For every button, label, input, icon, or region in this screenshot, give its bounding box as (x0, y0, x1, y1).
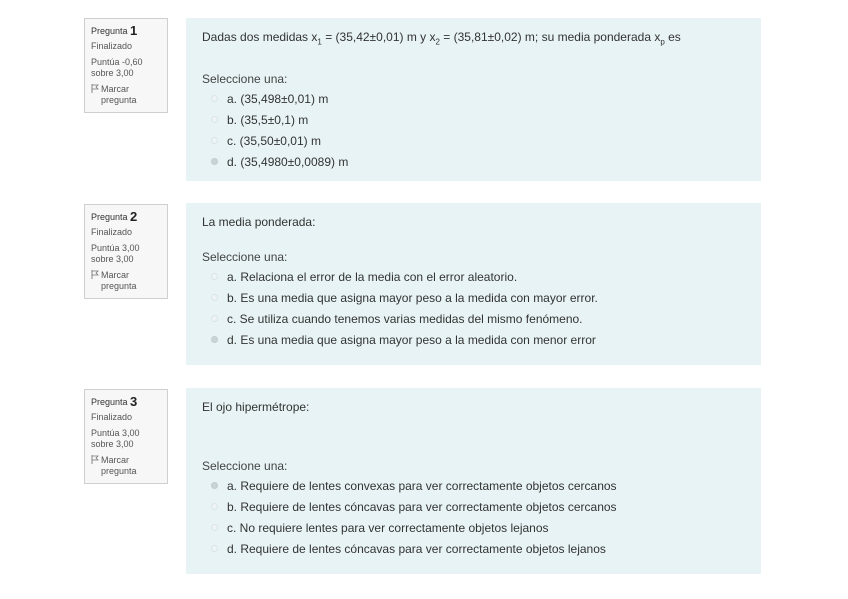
radio-button[interactable] (211, 294, 218, 301)
answer-option-a[interactable]: a. Relaciona el error de la media con el error aleatorio. (202, 266, 745, 287)
radio-button[interactable] (211, 315, 218, 322)
question-text: Dadas dos medidas $x_1 = (35,42\pm 0,01)$ m y $x_2 = (35,81\pm 0,02)$ m; su media ponderada $x_p$ es (202, 30, 681, 47)
answer-option-b[interactable]: b. Es una media que asigna mayor peso a la medida con mayor error. (202, 287, 745, 308)
answer-option-b[interactable]: b. Requiere de lentes cóncavas para ver correctamente objetos cercanos (202, 496, 745, 517)
flag-icon (91, 270, 99, 279)
answer-option-d[interactable]: d. Es una media que asigna mayor peso a la medida con menor error (202, 329, 745, 350)
radio-button[interactable] (211, 116, 218, 123)
flag-question-link[interactable]: Marcar pregunta (91, 84, 161, 106)
answer-option-d[interactable]: d. (35,4980±0,0089) m (202, 151, 745, 172)
answer-list (202, 475, 745, 559)
select-prompt: Seleccione una: (202, 72, 288, 87)
radio-button[interactable] (211, 95, 218, 102)
question-grade: Puntúa -0,60 sobre 3,00 (91, 57, 143, 78)
question-number: Pregunta 2 (91, 209, 138, 224)
question-info-3 (84, 389, 168, 484)
answer-option-c[interactable]: c. No requiere lentes para ver correctamente objetos lejanos (202, 517, 745, 538)
radio-button-selected[interactable] (211, 336, 218, 343)
answer-option-a[interactable]: a. (35,498±0,01) m (202, 88, 745, 109)
question-text: La media ponderada: (202, 215, 316, 229)
answer-option-a[interactable]: a. Requiere de lentes convexas para ver correctamente objetos cercanos (202, 475, 745, 496)
question-state: Finalizado (91, 227, 133, 237)
answer-option-c[interactable]: c. (35,50±0,01) m (202, 130, 745, 151)
answer-list (202, 88, 745, 172)
answer-option-c[interactable]: c. Se utiliza cuando tenemos varias medidas del mismo fenómeno. (202, 308, 745, 329)
question-number: Pregunta 1 (91, 23, 138, 38)
flag-question-link[interactable]: Marcar pregunta (91, 455, 161, 477)
radio-button[interactable] (211, 137, 218, 144)
question-content-3 (186, 388, 761, 574)
radio-button-selected[interactable] (211, 158, 218, 165)
radio-button[interactable] (211, 545, 218, 552)
question-grade: Puntúa 3,00 sobre 3,00 (91, 428, 140, 449)
radio-button[interactable] (211, 524, 218, 531)
question-state: Finalizado (91, 412, 133, 422)
question-content-2 (186, 203, 761, 365)
question-info-1 (84, 18, 168, 113)
select-prompt: Seleccione una: (202, 459, 288, 473)
radio-button[interactable] (211, 273, 218, 280)
question-grade: Puntúa 3,00 sobre 3,00 (91, 243, 140, 264)
question-content-1 (186, 18, 761, 181)
question-text: El ojo hipermétrope: (202, 400, 310, 414)
answer-list (202, 266, 745, 350)
select-prompt: Seleccione una: (202, 250, 288, 264)
answer-option-d[interactable]: d. Requiere de lentes cóncavas para ver correctamente objetos lejanos (202, 538, 745, 559)
question-info-2 (84, 204, 168, 299)
radio-button-selected[interactable] (211, 482, 218, 489)
flag-icon (91, 455, 99, 464)
question-state: Finalizado (91, 41, 133, 51)
question-number: Pregunta 3 (91, 394, 138, 409)
answer-option-b[interactable]: b. (35,5±0,1) m (202, 109, 745, 130)
flag-icon (91, 84, 99, 93)
radio-button[interactable] (211, 503, 218, 510)
flag-question-link[interactable]: Marcar pregunta (91, 270, 161, 292)
